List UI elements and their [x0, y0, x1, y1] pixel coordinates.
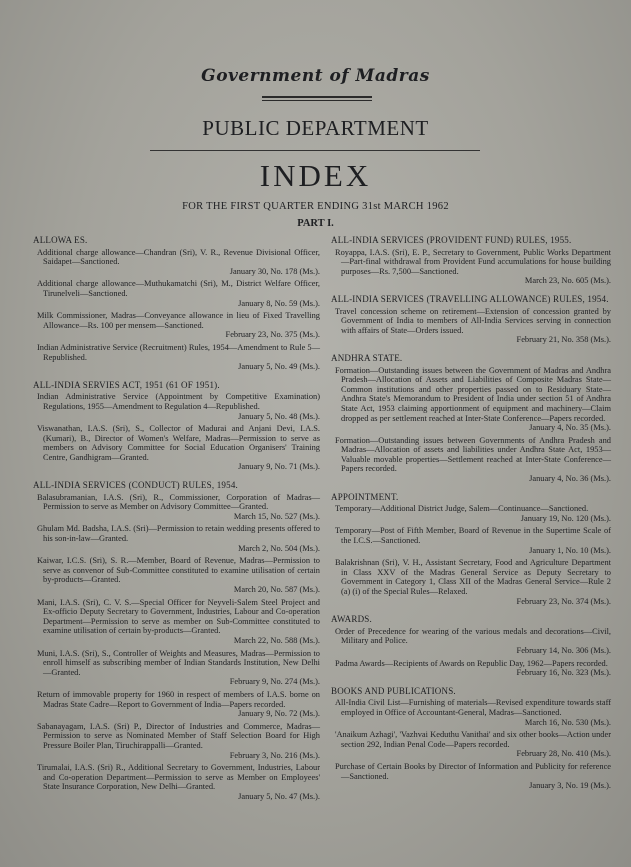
- index-section: [331, 687, 611, 791]
- entry-reference: January 4, No. 36 (Ms.).: [529, 474, 611, 484]
- entry-reference: January 5, No. 49 (Ms.).: [238, 362, 320, 372]
- title-rule-thin: [262, 100, 372, 101]
- entry-reference: March 15, No. 527 (Ms.).: [233, 511, 320, 521]
- entry-text: Viswanathan, I.A.S. (Sri), S., Collector of Madurai and Anjani Devi, I.A.S. (Kumari), B., Director of Women's Welfare, Madras—Permission to serve as members on Advisory Committee for Social Education Organisers' Training Centre, Gandhigram—Granted.: [37, 424, 320, 462]
- index-title: INDEX: [259, 158, 372, 193]
- index-entry: [33, 722, 320, 760]
- index-entry: [33, 690, 320, 719]
- index-entry: [33, 556, 320, 594]
- entry-text: Purchase of Certain Books by Director of Information and Publicity for reference—Sanctioned.: [335, 761, 611, 781]
- entry-text: Order of Precedence for wearing of the various medals and decorations—Civil, Military and Police.: [335, 626, 611, 646]
- entry-reference: January 4, No. 35 (Ms.).: [529, 423, 611, 433]
- entry-reference: January 30, No. 178 (Ms.).: [229, 266, 320, 276]
- index-entry: [33, 598, 320, 646]
- index-entry: [331, 307, 611, 345]
- index-section: [331, 295, 611, 345]
- entry-reference: March 16, No. 530 (Ms.).: [524, 717, 611, 727]
- entry-reference: March 22, No. 588 (Ms.).: [233, 635, 320, 645]
- entry-reference: February 14, No. 306 (Ms.).: [516, 645, 611, 655]
- entry-reference: February 28, No. 410 (Ms.).: [516, 749, 611, 759]
- part-heading: PART I.: [297, 218, 334, 229]
- index-entry: [331, 436, 611, 484]
- entry-text: Travel concession scheme on retirement—Extension of concession granted by Government of India to members of All-India Services serving in connection with affairs of State—Orders issued.: [335, 306, 611, 335]
- index-entry: [331, 730, 611, 759]
- index-entry: [331, 627, 611, 656]
- index-section: [331, 615, 611, 678]
- entry-text: Padma Awards—Recipients of Awards on Republic Day, 1962—Papers recorded.: [335, 658, 608, 668]
- section-heading: ANDHRA STATE.: [331, 352, 403, 363]
- entry-text: Ghulam Md. Badsha, I.A.S. (Sri)—Permission to retain wedding presents offered to his son-in-law—Granted.: [37, 524, 320, 544]
- index-entry: [33, 279, 320, 308]
- index-section: [33, 481, 320, 801]
- entry-text: Sabanayagam, I.A.S. (Sri) P., Director of Industries and Commerce, Madras—Permission to serve as Nominated Member of Staff Selection Board for High Pressure Boiler Plan, Tiruchirappalli—Granted.: [37, 721, 320, 750]
- entry-reference: February 16, No. 323 (Ms.).: [516, 668, 611, 678]
- entry-reference: January 9, No. 71 (Ms.).: [238, 462, 320, 472]
- index-section: [331, 236, 611, 286]
- entry-text: 'Anaikum Azhagi', 'Vazhvai Keduthu Vanithai' and six other books—Action under section 292, Indian Penal Code—Papers recorded.: [335, 730, 611, 749]
- entry-reference: February 3, No. 216 (Ms.).: [229, 750, 320, 760]
- section-heading: BOOKS AND PUBLICATIONS.: [331, 685, 456, 696]
- entry-text: Royappa, I.A.S. (Sri), E. P., Secretary to Government, Public Works Department—Part-final withdrawal from Provident Fund accumulations for house building purposes—Rs. 7,500—Sanctioned.: [335, 247, 611, 276]
- entry-text: Tirumalai, I.A.S. (Sri) R., Additional Secretary to Government, Industries, Labour and Co-operation Department—Permission to serve as Member on Employees' State Insurance Corporation, New Delhi—Granted.: [37, 763, 320, 792]
- index-entry: [33, 392, 320, 421]
- entry-text: Indian Administrative Service (Recruitment) Rules, 1954—Amendment to Rule 5—Republished.: [37, 342, 320, 362]
- entry-reference: January 5, No. 47 (Ms.).: [238, 791, 320, 801]
- index-entry: [331, 504, 611, 523]
- entry-reference: January 3, No. 19 (Ms.).: [529, 781, 611, 791]
- section-heading: ALL-INDIA SERVICES (CONDUCT) RULES, 1954.: [33, 480, 238, 491]
- entry-text: Formation—Outstanding issues between the Government of Madras and Andhra Pradesh—Allocation of Assets and Liabilities of Composite Madras State—Common institutions and other properties passed on to Residuary State—Andhra State's Memorandum to President of India under section 51 of Andhra State Act, 1953 claiming apportionment of equipment and machinery—Claim dropped as per settlement reached at Inter-State Conference—Papers recorded.: [335, 365, 611, 423]
- right-column: [331, 236, 611, 794]
- quarter-line: FOR THE FIRST QUARTER ENDING 31st MARCH 1962: [182, 201, 449, 212]
- header-divider: [150, 150, 480, 151]
- entry-reference: March 2, No. 504 (Ms.).: [238, 543, 320, 553]
- entry-text: Temporary—Post of Fifth Member, Board of Revenue in the Supertime Scale of the I.C.S.—Sanctioned.: [335, 526, 611, 546]
- entry-reference: January 19, No. 120 (Ms.).: [520, 513, 611, 523]
- index-entry: [33, 763, 320, 801]
- section-heading: ALL-INDIA SERVIES ACT, 1951 (61 OF 1951).: [33, 379, 220, 390]
- index-entry: [33, 649, 320, 687]
- entry-text: Kaiwar, I.C.S. (Sri), S. R.—Member, Board of Revenue, Madras—Permission to serve as convenor of Sub-Committee constituted to examine utilisation of certain by-products—Granted.: [37, 556, 320, 585]
- entry-reference: January 1, No. 10 (Ms.).: [529, 545, 611, 555]
- index-entry: [331, 248, 611, 286]
- entry-reference: January 9, No. 72 (Ms.).: [238, 709, 320, 719]
- index-section: [33, 236, 320, 372]
- entry-text: Formation—Outstanding issues between Governments of Andhra Pradesh and Madras—Allocation of assets and liabilities under Andhra State Act, 1953—Valuable movable properties—Settlement reached at Inter-State Conference—Papers recorded.: [335, 435, 611, 474]
- index-entry: [331, 366, 611, 433]
- entry-text: Indian Administrative Service (Appointment by Competitive Examination) Regulations, 1955—Amendment to Regulation 4—Republished.: [37, 392, 320, 411]
- index-section: [331, 354, 611, 484]
- index-section: [331, 493, 611, 607]
- entry-reference: March 23, No. 605 (Ms.).: [524, 276, 611, 286]
- entry-reference: February 23, No. 375 (Ms.).: [225, 330, 320, 340]
- index-entry: [331, 698, 611, 727]
- index-entry: [33, 311, 320, 340]
- index-entry: [33, 524, 320, 553]
- entry-text: All-India Civil List—Furnishing of materials—Revised expenditure towards staff employed in Office of Accountant-General, Madras—Sanctioned.: [335, 698, 611, 717]
- section-heading: ALLOWA ES.: [33, 235, 88, 245]
- index-entry: [331, 558, 611, 606]
- title-rule: [262, 96, 372, 98]
- section-heading: ALL-INDIA SERVICES (TRAVELLING ALLOWANCE) RULES, 1954.: [331, 293, 609, 304]
- section-heading: APPOINTMENT.: [331, 491, 399, 502]
- entry-text: Muni, I.A.S. (Sri), S., Controller of Weights and Measures, Madras—Permission to enroll himself as subscribing member of Indian Standards Institution, New Delhi—Granted.: [37, 648, 320, 677]
- entry-text: Temporary—Additional District Judge, Salem—Continuance—Sanctioned.: [335, 504, 589, 514]
- index-section: [33, 381, 320, 472]
- entry-reference: January 5, No. 48 (Ms.).: [238, 411, 320, 421]
- department-title: PUBLIC DEPARTMENT: [202, 116, 429, 140]
- entry-reference: January 8, No. 59 (Ms.).: [238, 298, 320, 308]
- entry-reference: February 23, No. 374 (Ms.).: [516, 596, 611, 606]
- entry-text: Return of immovable property for 1960 in respect of members of I.A.S. borne on Madras State Cadre—Report to Government of India—Papers recorded.: [37, 689, 320, 709]
- index-entry: [33, 248, 320, 277]
- government-title: Government of Madras: [201, 66, 430, 86]
- section-heading: ALL-INDIA SERVICES (PROVIDENT FUND) RULES, 1955.: [331, 235, 572, 245]
- section-heading: AWARDS.: [331, 614, 372, 625]
- entry-text: Additional charge allowance—Chandran (Sri), V. R., Revenue Divisional Officer, Saidapet—Sanctioned.: [37, 247, 320, 267]
- index-entry: [33, 493, 320, 522]
- entry-text: Milk Commissioner, Madras—Conveyance allowance in lieu of Fixed Travelling Allowance—Rs. 100 per mensem—Sanctioned.: [37, 311, 320, 330]
- entry-text: Balasubramanian, I.A.S. (Sri), R., Commissioner, Corporation of Madras—Permission to serve as Member on Advisory Committee—Granted.: [37, 492, 320, 512]
- index-entry: [331, 659, 611, 678]
- entry-reference: March 20, No. 587 (Ms.).: [233, 585, 320, 594]
- entry-reference: February 21, No. 358 (Ms.).: [516, 335, 611, 345]
- left-column: [33, 236, 320, 804]
- entry-text: Mani, I.A.S. (Sri), C. V. S.—Special Officer for Neyveli-Salem Steel Project and Ex-officio Deputy Secretary to Government, Industries, Labour and Co-operation Department—Permission to serve as member on Sub-Committee constituted to examine utilisation of certain by-products—Granted.: [37, 597, 320, 636]
- entry-reference: February 9, No. 274 (Ms.).: [229, 677, 320, 687]
- entry-text: Balakrishnan (Sri), V. H., Assistant Secretary, Food and Agriculture Department in Class XXV of the Madras General Service as Deputy Secretary to Government in Category 1, Class XII of the Madras General Service—Rule 2 (a) (i) of the Special Rules—Relaxed.: [335, 558, 611, 596]
- entry-text: Additional charge allowance—Muthukamatchi (Sri), M., District Welfare Officer, Tirunelveli—Sanctioned.: [37, 279, 320, 298]
- index-entry: [33, 424, 320, 472]
- index-entry: [331, 526, 611, 555]
- index-entry: [33, 343, 320, 372]
- index-entry: [331, 762, 611, 791]
